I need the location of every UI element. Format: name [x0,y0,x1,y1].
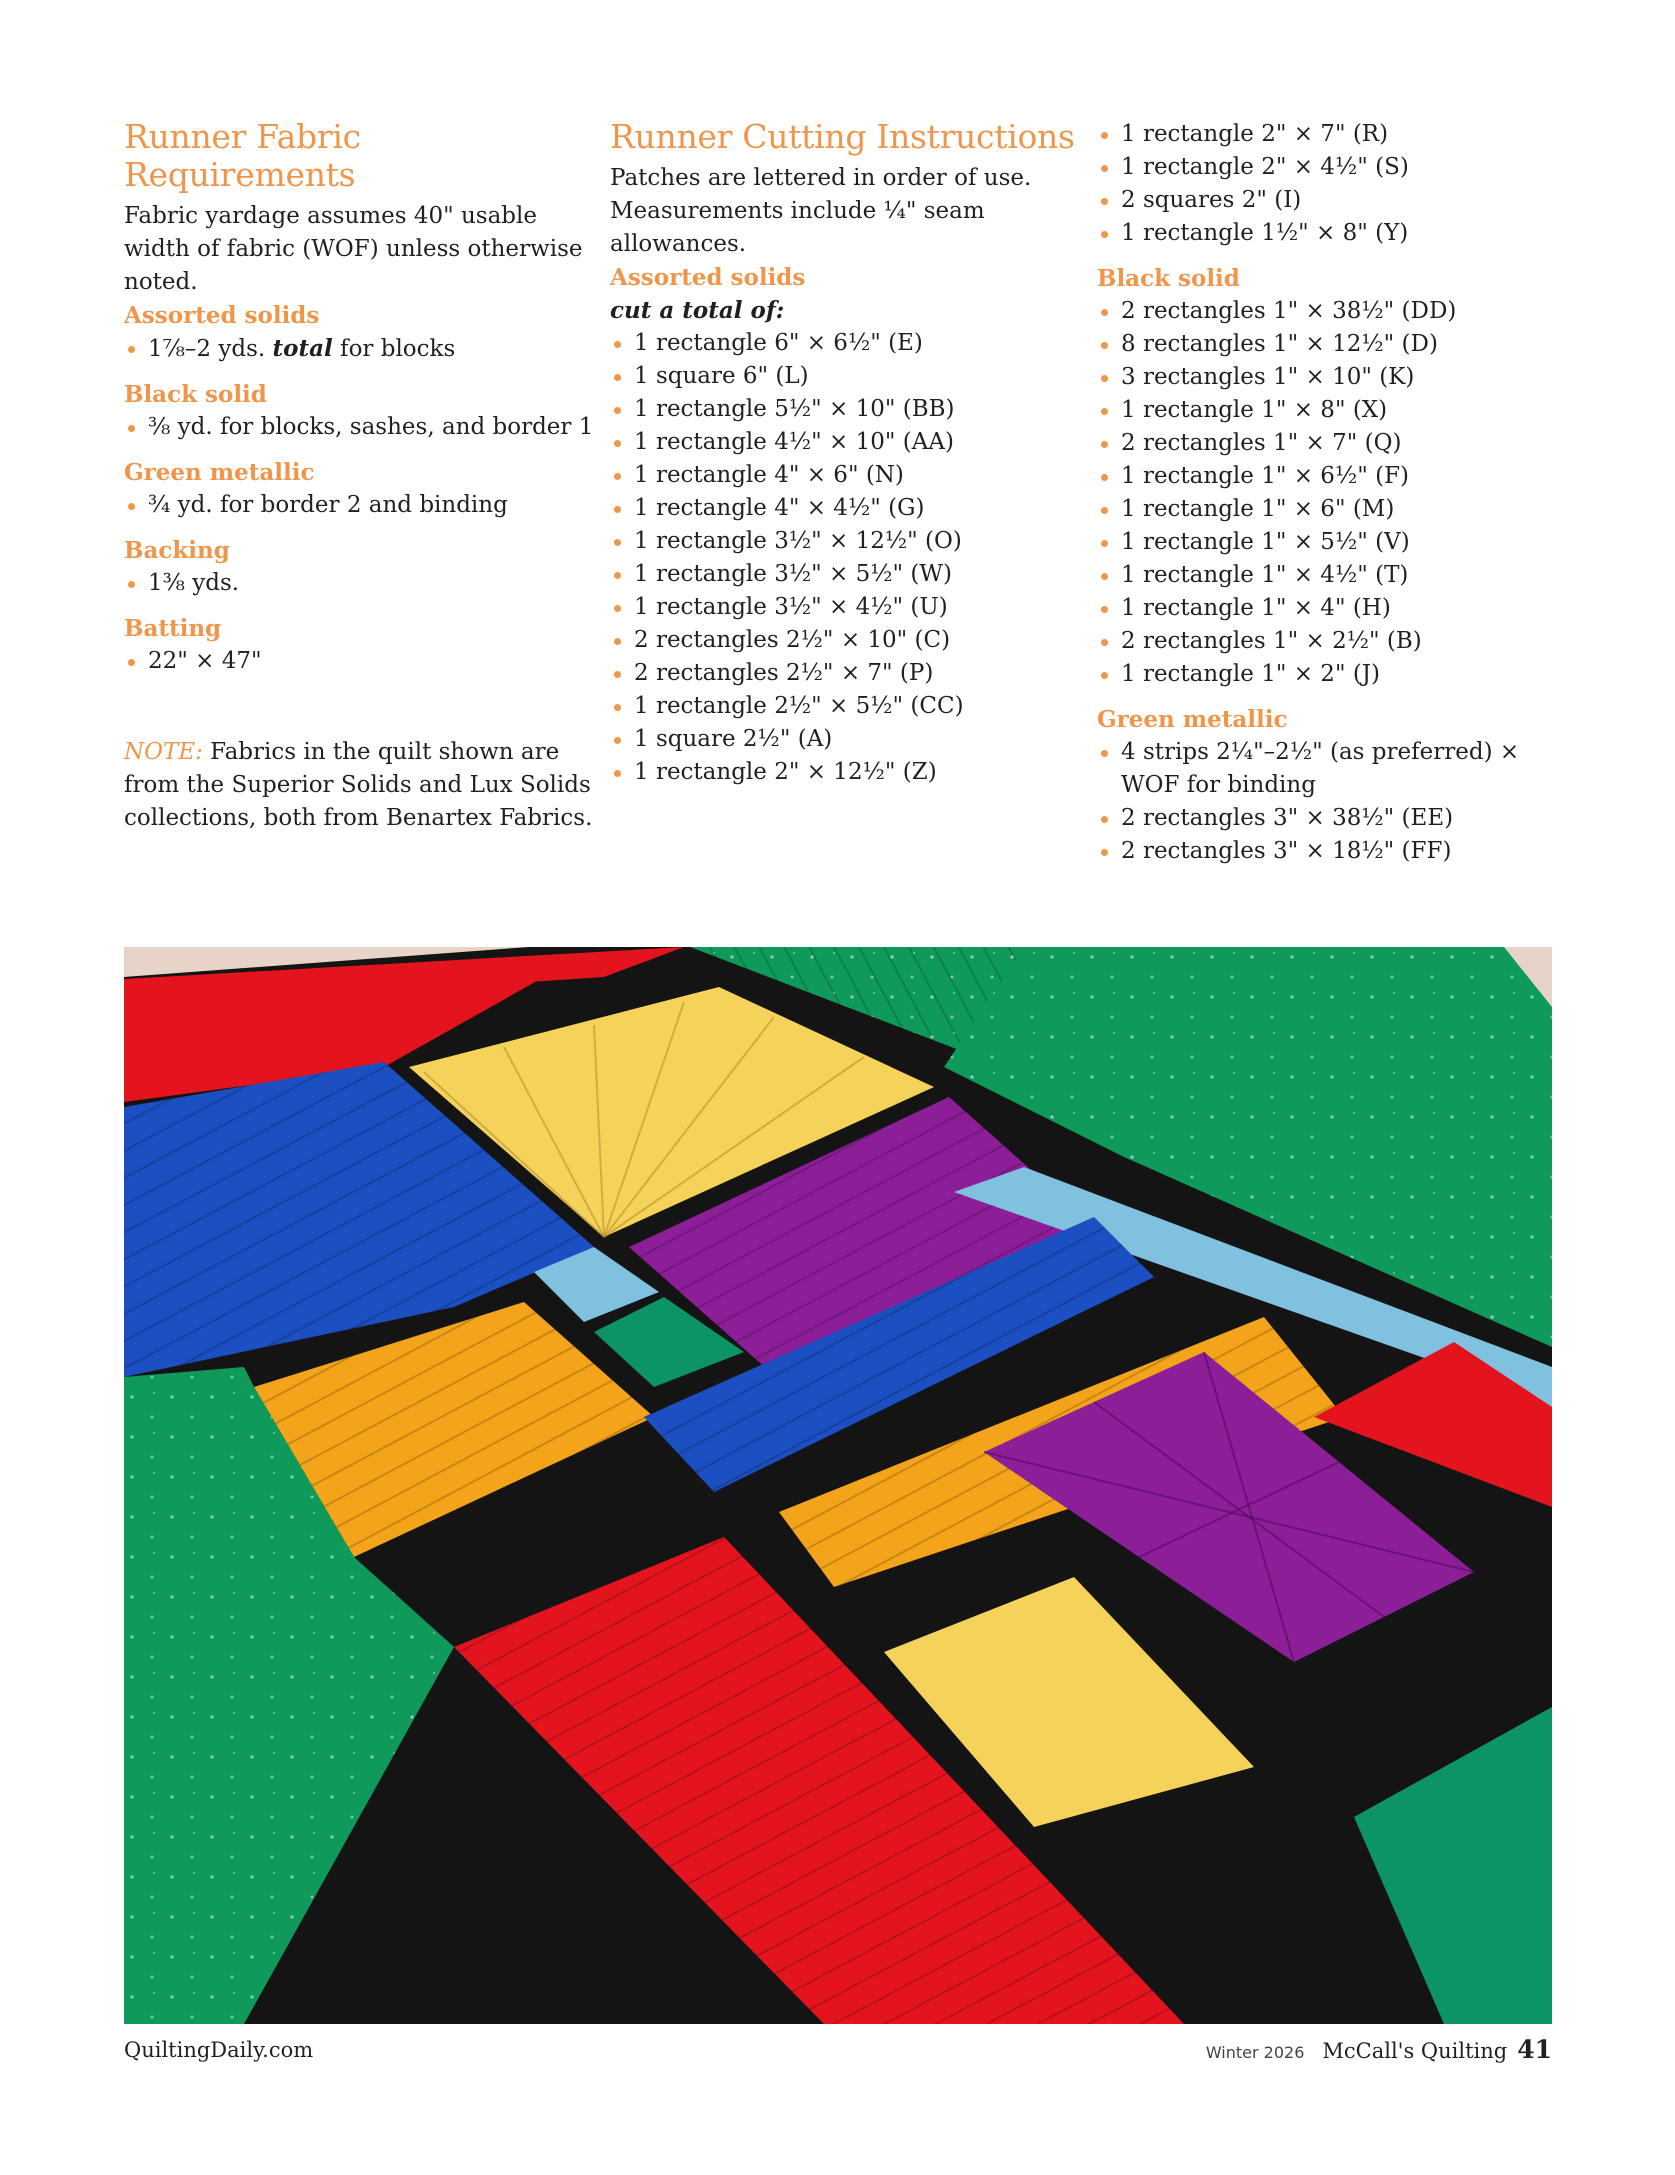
green-metallic-list [1097,736,1567,868]
cutting-item: 1 rectangle 4" × 6" (N) [610,459,1080,492]
cutting-item: 3 rectangles 1" × 10" (K) [1097,361,1567,394]
black-solid-heading: Black solid [1097,265,1240,292]
note-text: Fabrics in the quilt shown are from the Superior Solids and Lux Solids collections, both from Benartex Fabrics. [124,739,593,831]
cutting-item: 1 rectangle 3½" × 5½" (W) [610,558,1080,591]
cutting-item: 4 strips 2¼"–2½" (as preferred) × WOF for binding [1097,736,1567,802]
footer-magazine: McCall's Quilting [1322,2039,1508,2063]
assorted-solids-heading: Assorted solids [610,264,806,291]
requirement-list [124,567,594,600]
assorted-solids-list [610,327,1080,789]
cutting-item: 2 rectangles 1" × 7" (Q) [1097,427,1567,460]
quilt-photo [124,947,1552,2024]
requirement-list [124,645,594,678]
cutting-item: 1 rectangle 3½" × 12½" (O) [610,525,1080,558]
requirement-heading: Green metallic [124,459,315,486]
fabric-requirements-title: Runner Fabric Requirements [124,117,361,194]
cutting-instructions-column [610,118,1080,789]
cutting-item: 1 rectangle 1" × 2" (J) [1097,658,1567,691]
cutting-item: 1 rectangle 1" × 6½" (F) [1097,460,1567,493]
cutting-instructions-title: Runner Cutting Instructions [610,117,1075,156]
cutting-item: 2 rectangles 2½" × 10" (C) [610,624,1080,657]
cutting-item: 1 rectangle 5½" × 10" (BB) [610,393,1080,426]
cutting-item: 1 rectangle 2" × 12½" (Z) [610,756,1080,789]
fabric-requirements-intro: Fabric yardage assumes 40" usable width of fabric (WOF) unless otherwise noted. [124,203,583,295]
footer-issue: Winter 2026 [1205,2043,1305,2062]
fabric-note [124,736,594,835]
cutting-item: 1 rectangle 1" × 6" (M) [1097,493,1567,526]
requirement-heading: Black solid [124,381,267,408]
cutting-item: 1 rectangle 3½" × 4½" (U) [610,591,1080,624]
requirement-item: 1⅜ yds. [124,567,594,600]
cutting-item: 1 rectangle 2" × 4½" (S) [1097,151,1567,184]
cutting-item: 1 rectangle 1" × 4½" (T) [1097,559,1567,592]
cutting-item: 1 rectangle 1" × 4" (H) [1097,592,1567,625]
requirement-heading: Assorted solids [124,302,320,329]
requirement-list [124,332,594,366]
requirement-item: ¾ yd. for border 2 and binding [124,489,594,522]
cutting-item: 1 square 2½" (A) [610,723,1080,756]
green-metallic-heading: Green metallic [1097,706,1288,733]
fabric-requirements-list [124,299,594,678]
assorted-solids-list-continued [1097,118,1567,250]
requirement-heading: Batting [124,615,222,642]
requirement-list [124,489,594,522]
cutting-item: 2 rectangles 1" × 38½" (DD) [1097,295,1567,328]
cutting-item: 2 rectangles 3" × 18½" (FF) [1097,835,1567,868]
cutting-item: 2 rectangles 2½" × 7" (P) [610,657,1080,690]
cutting-item: 1 square 6" (L) [610,360,1080,393]
requirement-heading: Backing [124,537,230,564]
cutting-item: 1 rectangle 2½" × 5½" (CC) [610,690,1080,723]
cutting-instructions-continued-column [1097,118,1567,868]
cutting-item: 1 rectangle 1" × 8" (X) [1097,394,1567,427]
fabric-requirements-column [124,118,594,835]
cutting-item: 2 rectangles 3" × 38½" (EE) [1097,802,1567,835]
cutting-item: 1 rectangle 1" × 5½" (V) [1097,526,1567,559]
cutting-item: 1 rectangle 1½" × 8" (Y) [1097,217,1567,250]
footer-website: QuiltingDaily.com [124,2038,314,2062]
cutting-item: 1 rectangle 4" × 4½" (G) [610,492,1080,525]
requirement-list [124,411,594,444]
cutting-item: 2 squares 2" (I) [1097,184,1567,217]
quilt-illustration [124,947,1552,2024]
cutting-item: 8 rectangles 1" × 12½" (D) [1097,328,1567,361]
page-footer [124,2035,1552,2065]
cutting-item: 1 rectangle 4½" × 10" (AA) [610,426,1080,459]
requirement-item: ⅜ yd. for blocks, sashes, and border 1 [124,411,594,444]
cutting-item: 1 rectangle 6" × 6½" (E) [610,327,1080,360]
black-solid-list [1097,295,1567,691]
cutting-item: 1 rectangle 2" × 7" (R) [1097,118,1567,151]
page-number: 41 [1517,2035,1552,2064]
cutting-item: 2 rectangles 1" × 2½" (B) [1097,625,1567,658]
note-label: NOTE: [124,739,203,765]
requirement-item: 22" × 47" [124,645,594,678]
assorted-solids-subheading: cut a total of: [610,297,785,324]
cutting-intro: Patches are lettered in order of use. Measurements include ¼" seam allowances. [610,165,1032,257]
footer-right [1206,2035,1552,2068]
requirement-item: 1⅞–2 yds. total for blocks [124,332,594,366]
